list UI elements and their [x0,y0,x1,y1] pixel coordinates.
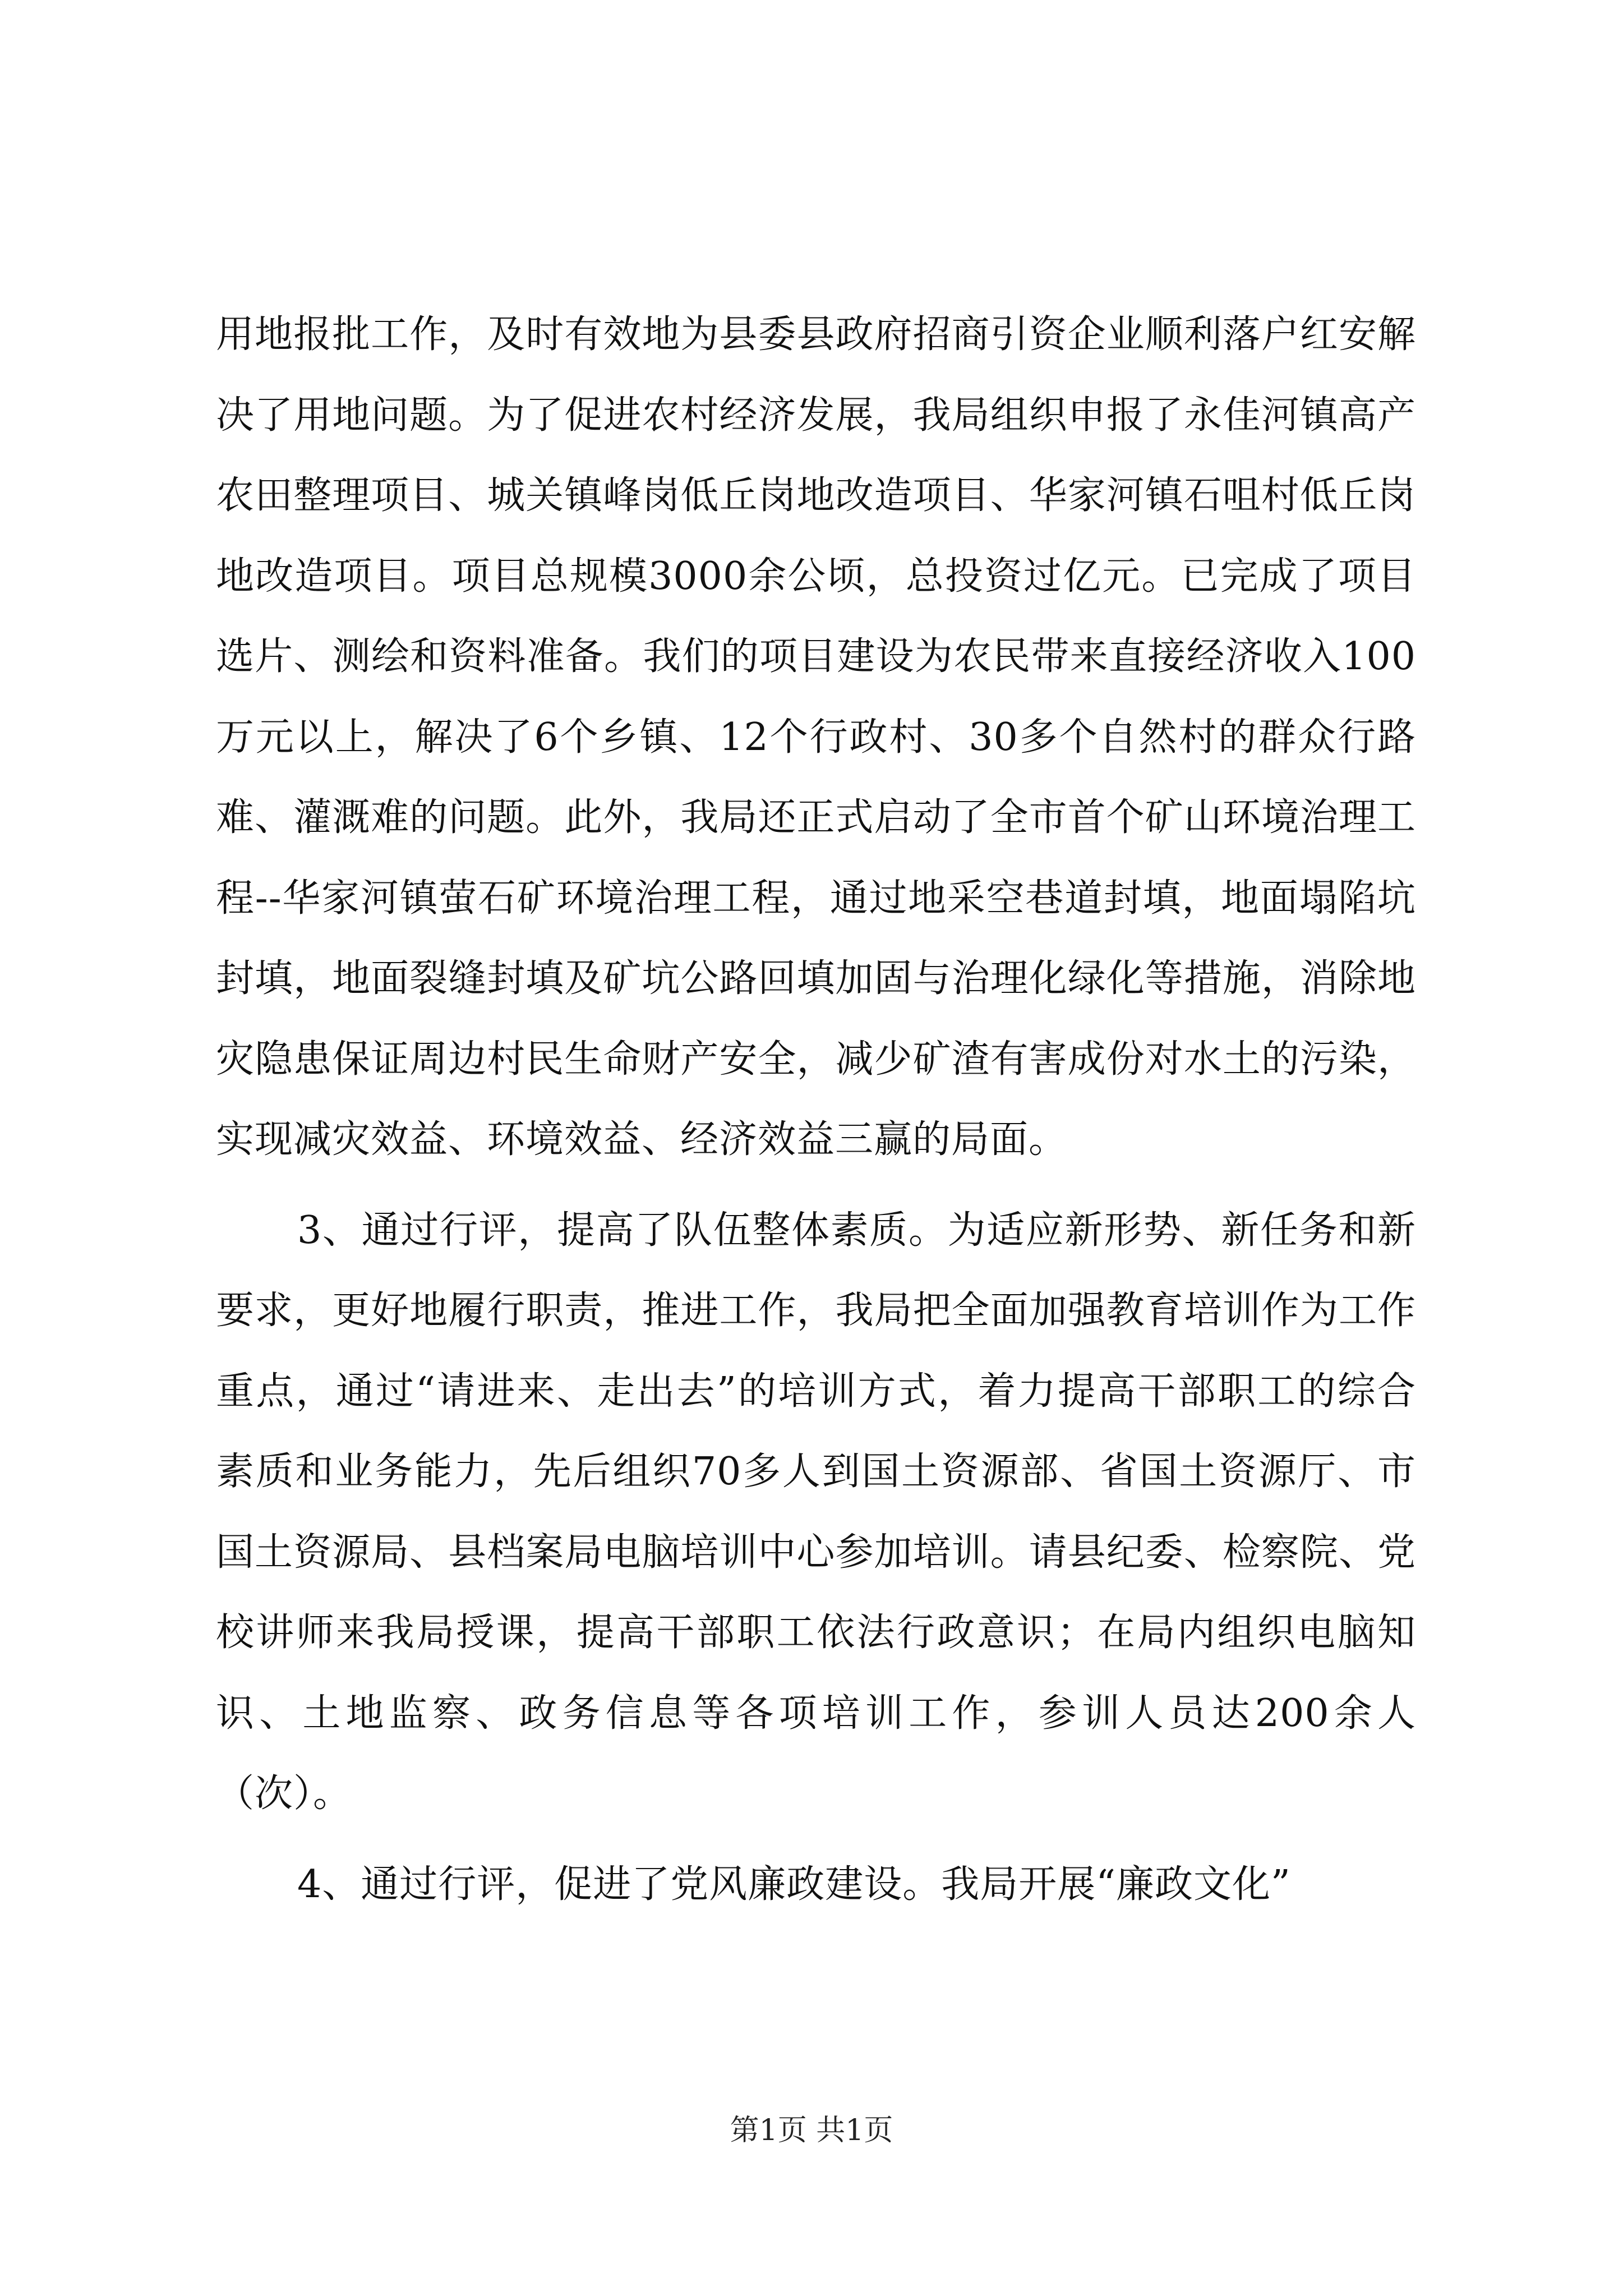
paragraph-clean-government: 4、通过行评，促进了党风廉政建设。我局开展“廉政文化” [297,1862,1291,1907]
paragraph-staff-training: 3、通过行评，提高了队伍整体素质。为适应新形势、新任务和新要求，更好地履行职责，推进工作，我局把全面加强教育培训作为工作重点，通过“请进来、走出去”的培训方式，着力提高干部职工的综合素质和业务能力，先后组织70多人到国土资源部、省国土资源厅、市国土资源局、县档案局电脑培训中心参加培训。请县纪委、检察院、党校讲师来我局授课，提高干部职工依法行政意识；在局内组织电脑知识、土地监察、政务信息等各项培训工作，参训人员达200余人（次）。 [216,1208,1416,1816]
page-number-footer: 第1页 共1页 [730,2114,893,2147]
document-body [216,295,1416,1925]
paragraph-land-use-projects: 用地报批工作，及时有效地为县委县政府招商引资企业顺利落户红安解决了用地问题。为了促进农村经济发展，我局组织申报了永佳河镇高产农田整理项目、城关镇峰岗低丘岗地改造项目、华家河镇石咀村低丘岗地改造项目。项目总规模3000余公顷，总投资过亿元。已完成了项目选片、测绘和资料准备。我们的项目建设为农民带来直接经济收入100万元以上，解决了6个乡镇、12个行政村、30多个自然村的群众行路难、灌溉难的问题。此外，我局还正式启动了全市首个矿山环境治理工程--华家河镇萤石矿环境治理工程，通过地采空巷道封填，地面塌陷坑封填，地面裂缝封填及矿坑公路回填加固与治理化绿化等措施，消除地灾隐患保证周边村民生命财产安全，减少矿渣有害成份对水土的污染，实现减灾效益、环境效益、经济效益三赢的局面。 [216,312,1416,1162]
